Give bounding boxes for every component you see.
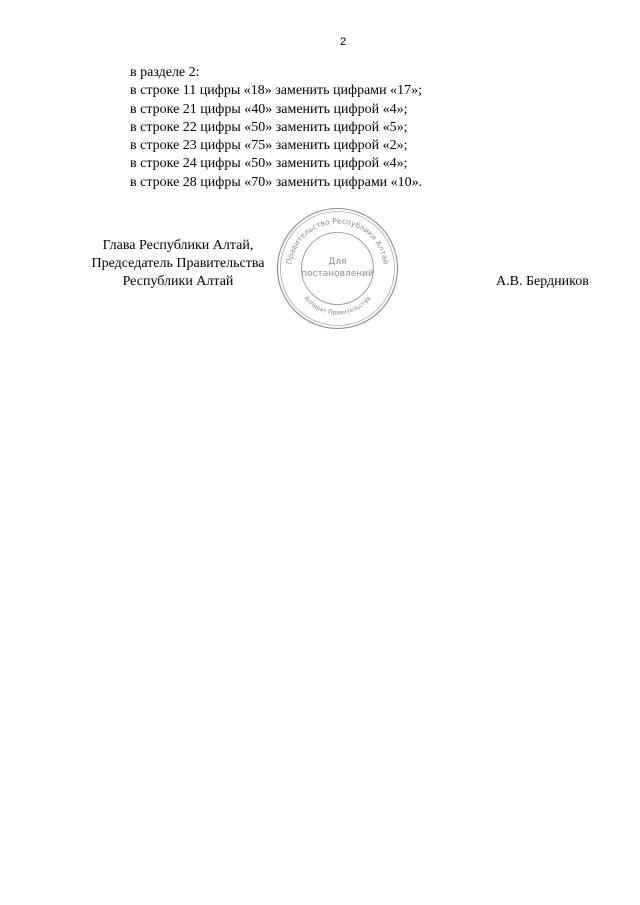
amendments-intro: в разделе 2: bbox=[130, 65, 200, 80]
amendment-line: в строке 23 цифры «75» заменить цифрой «2»; bbox=[130, 138, 408, 154]
seal-lower-text: Аппарат Правительства bbox=[302, 295, 373, 317]
seal-inner-line-2: постановлений bbox=[301, 269, 374, 279]
amendment-line: в строке 24 цифры «50» заменить цифрой «4»; bbox=[130, 156, 408, 172]
seal-outer-text: Правительство Республики Алтай bbox=[284, 216, 391, 265]
amendment-line: в строке 11 цифры «18» заменить цифрами «17»; bbox=[130, 83, 423, 99]
signatory-title bbox=[78, 237, 278, 291]
signatory-title-line: Председатель Правительства bbox=[91, 256, 265, 271]
amendment-line: в строке 28 цифры «70» заменить цифрами «10». bbox=[130, 174, 423, 190]
amendments-block bbox=[130, 64, 550, 192]
amendment-line: в строке 21 цифры «40» заменить цифрой «4»; bbox=[130, 101, 408, 117]
seal-icon bbox=[275, 206, 400, 331]
signatory-title-line: Глава Республики Алтай, bbox=[102, 238, 254, 253]
amendment-line: в строке 22 цифры «50» заменить цифрой «5»; bbox=[130, 119, 408, 135]
seal-stamp bbox=[275, 206, 400, 331]
signatory-name: А.В. Бердников bbox=[496, 274, 589, 289]
signatory-title-line: Республики Алтай bbox=[122, 274, 234, 289]
page-number: 2 bbox=[339, 36, 347, 48]
seal-inner-line-1: Для bbox=[328, 257, 347, 267]
